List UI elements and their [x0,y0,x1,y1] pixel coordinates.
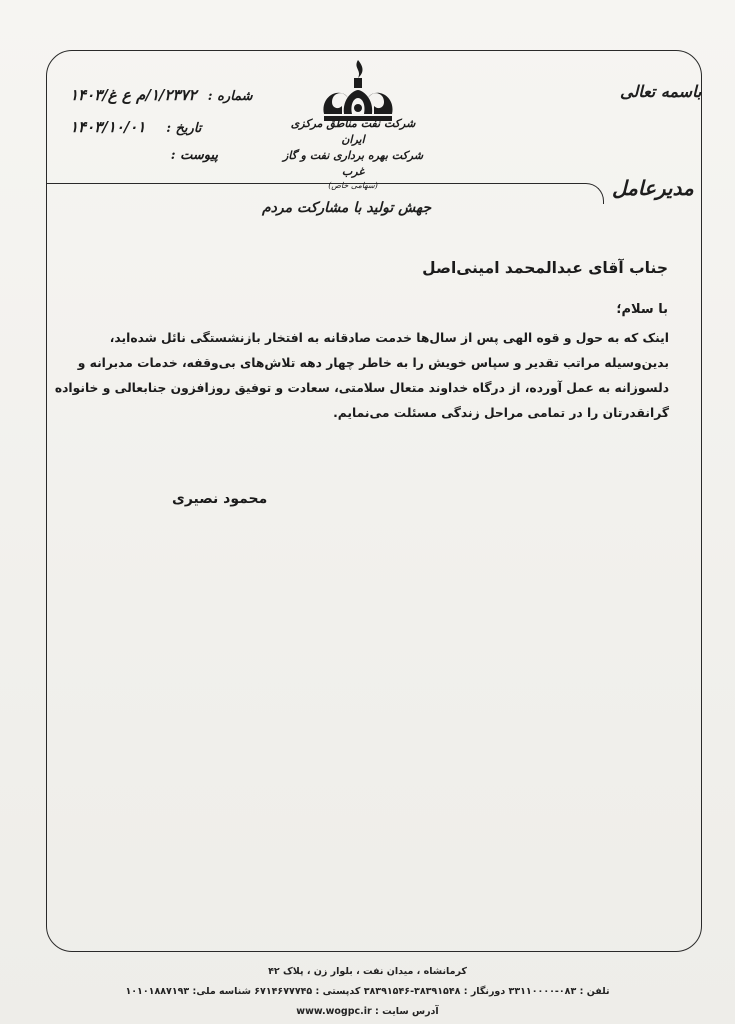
company-name-line1: شرکت نفت مناطق مرکزی ایران [290,117,416,146]
slogan: جهش تولید با مشارکت مردم [262,200,432,216]
recipient-line: جناب آقای عبدالمحمد امینی‌اصل [422,259,668,277]
letter-number-label: شماره : [207,89,253,104]
company-type: (سهامی خاص) [328,181,378,190]
body-line: گرانقدرتان را در تمامی مراحل زندگی مسئلت می‌نمایم. [333,406,669,420]
letter-number-row [70,86,253,104]
letter-date-row [70,118,201,136]
body-line: اینک که به حول و قوه الهی پس از سال‌ها خدمت صادقانه به افتخار بازنشستگی نائل شده‌اید، [109,331,669,345]
director-title: مدیرعامل [612,176,694,200]
signer-name: محمود نصیری [172,491,268,507]
letter-date-label: تاریخ : [166,121,202,136]
company-name-line2: شرکت بهره برداری نفت و گاز غرب [282,149,424,178]
footer-address: کرمانشاه ، میدان نفت ، بلوار زن ، پلاک ۴۲ [268,966,467,977]
footer [60,962,675,1022]
nioc-logo-icon [318,58,398,124]
attachment-label: پیوست : [170,148,218,163]
footer-website: آدرس سایت : www.wogpc.ir [296,1006,439,1017]
body-line: دلسوزانه به عمل آورده، از درگاه خداوند متعال سلامتی، سعادت و توفیق روزافزون جنابعالی و خانواده [54,381,669,395]
salutation: با سلام؛ [616,302,668,317]
attachment-row [170,148,218,163]
footer-contacts: تلفن : ۰۸۳-۳۳۱۱۰۰۰۰ دورنگار : ۳۸۳۹۱۵۴۸-۳۸۳۹۱۵۴۶ کدپستی : ۶۷۱۴۶۷۷۷۴۵ شناسه ملی: ۱۰۱۰۱۸۸۷۱۹۳ [125,986,610,997]
letter-body [49,326,669,426]
company-name-block [278,116,428,192]
letter-number-value: ۱/۲۳۷۲/م ع غ/۱۴۰۳ [70,86,197,104]
body-line: بدین‌وسیله مراتب تقدیر و سپاس خویش را به خاطر چهار دهه تلاش‌های بی‌وقفه، خدمات مدبرانه و [77,356,669,370]
letter-date-value: ۱۴۰۳/۱۰/۰۱ [70,118,146,136]
bismillah-heading: باسمه تعالی [620,82,702,101]
